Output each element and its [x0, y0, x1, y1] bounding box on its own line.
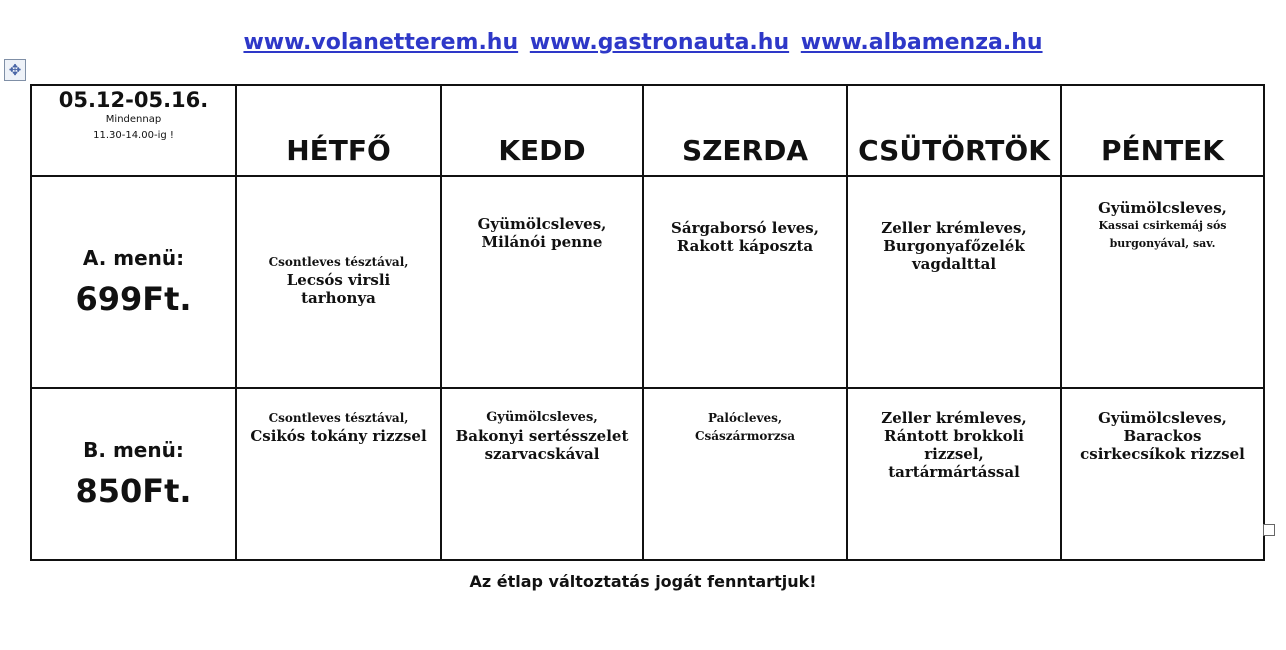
menu-a-monday [236, 176, 441, 388]
day-header-friday: PÉNTEK [1061, 85, 1264, 176]
dish-line: vagdalttal [911, 255, 997, 273]
menu-b-tuesday [441, 388, 643, 560]
menu-a-tuesday [441, 176, 643, 388]
dish-line: Barackos [1123, 427, 1202, 445]
menu-b-wednesday [643, 388, 847, 560]
dish-line: Milánói penne [481, 233, 603, 251]
dish-line: Gyümölcsleves, [1098, 409, 1227, 427]
dish-line: Lecsós virsli [286, 271, 391, 289]
weekly-menu-table [30, 84, 1265, 561]
dish-line: Zeller krémleves, [881, 219, 1027, 237]
menu-a-thursday [847, 176, 1061, 388]
day-header-thursday: CSÜTÖRTÖK [847, 85, 1061, 176]
menu-b-monday [236, 388, 441, 560]
dish-line: Bakonyi sertésszelet [455, 427, 629, 445]
menu-b-friday [1061, 388, 1264, 560]
dish-line: Császármorzsa [694, 429, 796, 443]
menu-b-price: 850Ft. [75, 472, 192, 510]
dish-line: Gyümölcsleves, [477, 215, 607, 233]
daily-note: Mindennap [105, 114, 162, 125]
menu-a-name: A. menü: [82, 246, 185, 270]
dish-line: Sárgaborsó leves, [671, 219, 819, 237]
dish-line: Rakott káposzta [676, 237, 814, 255]
serving-hours: 11.30-14.00-ig ! [93, 130, 174, 141]
link-albamenza[interactable]: www.albamenza.hu [800, 30, 1043, 55]
menu-b-label-cell [31, 388, 236, 560]
table-move-handle-icon[interactable]: ✥ [4, 59, 26, 81]
website-links [0, 30, 1286, 55]
dish-line: csirkecsíkok rizzsel [1080, 445, 1245, 463]
day-header-tuesday: KEDD [441, 85, 643, 176]
dish-line: Palócleves, [707, 411, 783, 425]
menu-a-price: 699Ft. [75, 280, 192, 318]
menu-b-thursday [847, 388, 1061, 560]
dish-line: Gyümölcsleves, [1098, 199, 1227, 217]
menu-a-friday [1061, 176, 1264, 388]
dish-line: Csikós tokány rizzsel [250, 427, 427, 445]
dish-line: tarhonya [301, 289, 376, 307]
dish-line: Kassai csirkemáj sós [1098, 219, 1227, 232]
menu-a-row [31, 176, 1264, 388]
date-cell [31, 85, 236, 176]
dish-line: Gyümölcsleves, [486, 410, 598, 425]
dish-line: burgonyával, sav. [1109, 237, 1216, 250]
date-range: 05.12-05.16. [58, 88, 209, 112]
table-resize-handle[interactable] [1263, 524, 1275, 536]
dish-line: Burgonyafőzelék [883, 237, 1025, 255]
dish-line: rizzsel, [924, 445, 984, 463]
dish-line: tartármártással [888, 463, 1020, 481]
menu-b-name: B. menü: [83, 438, 184, 462]
dish-line: Csontleves tésztával, [268, 411, 409, 425]
disclaimer-text: Az étlap változtatás jogát fenntartjuk! [469, 572, 817, 591]
dish-line: Csontleves tésztával, [268, 255, 409, 269]
dish-line: Zeller krémleves, [881, 409, 1027, 427]
day-header-wednesday: SZERDA [643, 85, 847, 176]
menu-b-row [31, 388, 1264, 560]
day-header-monday: HÉTFŐ [236, 85, 441, 176]
header-row [31, 85, 1264, 176]
dish-line: Rántott brokkoli [883, 427, 1025, 445]
menu-a-wednesday [643, 176, 847, 388]
menu-a-label-cell [31, 176, 236, 388]
link-volanetterem[interactable]: www.volanetterem.hu [243, 30, 519, 55]
link-gastronauta[interactable]: www.gastronauta.hu [529, 30, 790, 55]
dish-line: szarvacskával [484, 445, 600, 463]
